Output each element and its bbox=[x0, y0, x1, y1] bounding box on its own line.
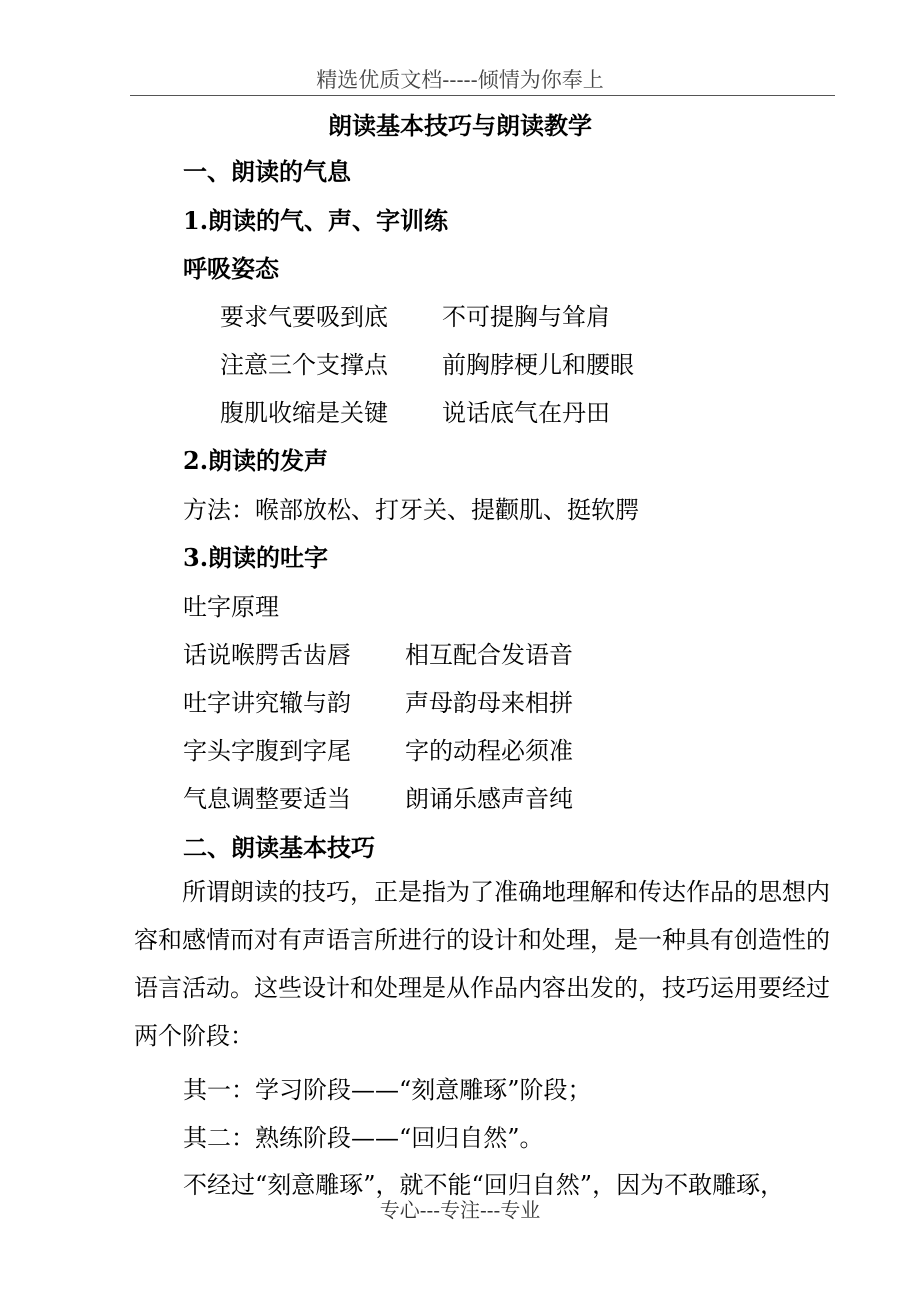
breath-line-2-right: 前胸脖梗儿和腰眼 bbox=[442, 351, 634, 379]
subsection-2-heading: 2.朗读的发声 bbox=[183, 446, 329, 475]
breath-line-3-left: 腹肌收缩是关键 bbox=[220, 399, 388, 427]
closing-line: 不经过“刻意雕琢”，就不能“回归自然”，因为不敢雕琢， bbox=[183, 1171, 785, 1199]
breath-line-1-left: 要求气要吸到底 bbox=[220, 303, 388, 331]
articulation-line-3-left: 字头字腹到字尾 bbox=[183, 737, 351, 765]
articulation-line-2-left: 吐字讲究辙与韵 bbox=[183, 689, 351, 717]
articulation-line-1-left: 话说喉腭舌齿唇 bbox=[183, 641, 351, 669]
articulation-line-4-left: 气息调整要适当 bbox=[183, 785, 351, 813]
technique-paragraph: 所谓朗读的技巧，正是指为了准确地理解和传达作品的思想内容和感情而对有声语言所进行的设计和处理，是一种具有创造性的语言活动。这些设计和处理是从作品内容出发的，技巧运用要经过两个阶段： bbox=[134, 878, 830, 1050]
subsection-1-heading: 1.朗读的气、声、字训练 bbox=[183, 206, 449, 235]
articulation-heading: 吐字原理 bbox=[183, 593, 279, 621]
document-title: 朗读基本技巧与朗读教学 bbox=[328, 111, 592, 140]
method-line: 方法：喉部放松、打牙关、提颧肌、挺软腭 bbox=[183, 496, 639, 524]
articulation-line-2-right: 声母韵母来相拼 bbox=[405, 689, 573, 717]
stage-1-line: 其一：学习阶段——“刻意雕琢”阶段； bbox=[183, 1076, 592, 1104]
section-2-body bbox=[134, 868, 834, 1060]
breath-line-3-right: 说话底气在丹田 bbox=[442, 399, 610, 427]
subsection-3-heading: 3.朗读的吐字 bbox=[183, 543, 329, 572]
stage-2-line: 其二：熟练阶段——“回归自然”。 bbox=[183, 1124, 544, 1152]
section-1-heading: 一、朗读的气息 bbox=[183, 157, 351, 186]
breath-line-1-right: 不可提胸与耸肩 bbox=[442, 303, 610, 331]
page-header: 精选优质文档-----倾情为你奉上 bbox=[316, 68, 604, 92]
articulation-line-4-right: 朗诵乐感声音纯 bbox=[405, 785, 573, 813]
breath-posture-heading: 呼吸姿态 bbox=[183, 254, 279, 283]
breath-line-2-left: 注意三个支撑点 bbox=[220, 351, 388, 379]
section-2-heading: 二、朗读基本技巧 bbox=[183, 833, 375, 862]
articulation-line-1-right: 相互配合发语音 bbox=[405, 641, 573, 669]
page-footer: 专心---专注---专业 bbox=[379, 1198, 541, 1222]
header-divider bbox=[130, 95, 835, 96]
articulation-line-3-right: 字的动程必须准 bbox=[405, 737, 573, 765]
